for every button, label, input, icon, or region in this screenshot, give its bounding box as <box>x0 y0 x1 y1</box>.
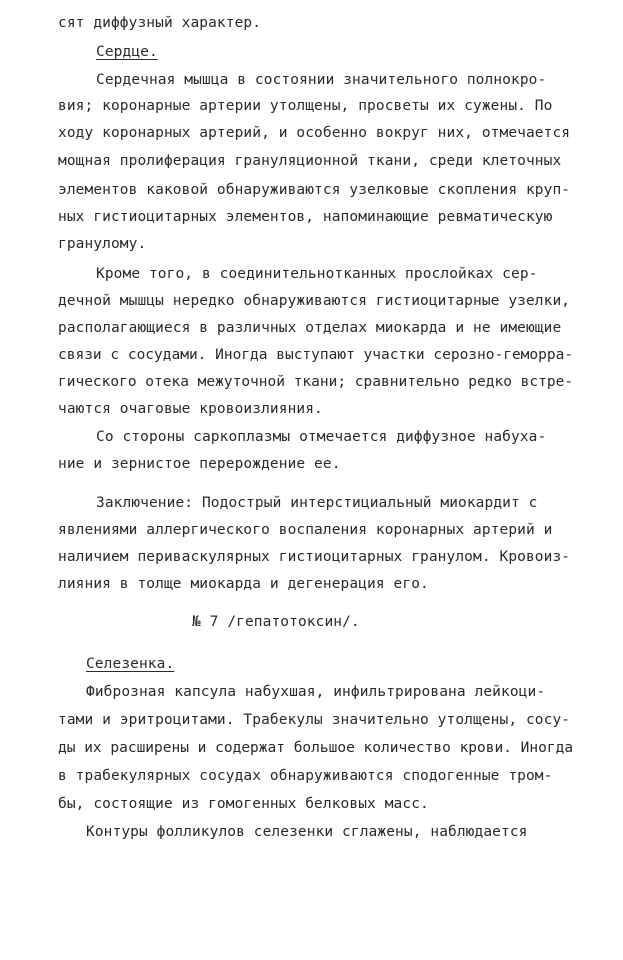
text-line: наличием периваскулярных гистиоцитарных гранулом. Кровоиз- <box>58 549 571 565</box>
text-line: тами и эритроцитами. Трабекулы значительно утолщены, сосу- <box>58 712 571 728</box>
text-line: вия; коронарные артерии утолщены, просветы их сужены. По <box>58 98 553 114</box>
conclusion-line: Заключение: Подострый интерстициальный миокардит с <box>96 495 538 511</box>
text-line: мощная пролиферация грануляционной ткани, среди клеточных <box>58 153 562 169</box>
text-line: ных гистиоцитарных элементов, напоминающие ревматическую <box>58 209 553 225</box>
case-number-heading: № 7 /гепатотоксин/. <box>192 614 360 630</box>
text-line: ние и зернистое перерождение ее. <box>58 456 341 472</box>
text-line: Фиброзная капсула набухшая, инфильтрирована лейкоци- <box>86 684 546 700</box>
text-line: элементов каковой обнаруживаются узелковые скопления круп- <box>58 182 571 198</box>
text-line: бы, состоящие из гомогенных белковых масс. <box>58 796 429 812</box>
text-line: ды их расширены и содержат большое количество крови. Иногда <box>58 740 574 756</box>
text-line: сят диффузный характер. <box>58 15 262 31</box>
text-line: располагающиеся в различных отделах миокарда и не имеющие <box>58 320 562 336</box>
text-line: Кроме того, в соединительнотканных прослойках сер- <box>96 266 538 282</box>
text-line: лияния в толще миокарда и дегенерация его. <box>58 576 429 592</box>
text-line: гического отека межуточной ткани; сравнительно редко встре- <box>58 374 574 390</box>
section-heading-spleen: Селезенка. <box>86 656 175 672</box>
text-line: Контуры фолликулов селезенки сглажены, наблюдается <box>86 824 528 840</box>
text-line: гранулому. <box>58 236 147 252</box>
text-line: чаются очаговые кровоизлияния. <box>58 401 323 417</box>
text-line: дечной мышцы нередко обнаруживаются гистиоцитарные узелки, <box>58 293 571 309</box>
text-line: ходу коронарных артерий, и особенно вокруг них, отмечается <box>58 125 571 141</box>
text-line: в трабекулярных сосудах обнаруживаются сподогенные тром- <box>58 768 553 784</box>
text-line: Сердечная мышца в состоянии значительного полнокро- <box>96 72 547 88</box>
text-line: Со стороны саркоплазмы отмечается диффузное набуха- <box>96 429 547 445</box>
section-heading-heart: Сердце. <box>96 44 158 60</box>
text-line: явлениями аллергического воспаления коронарных артерий и <box>58 522 553 538</box>
text-line: связи с сосудами. Иногда выступают участки серозно-геморра- <box>58 347 574 363</box>
